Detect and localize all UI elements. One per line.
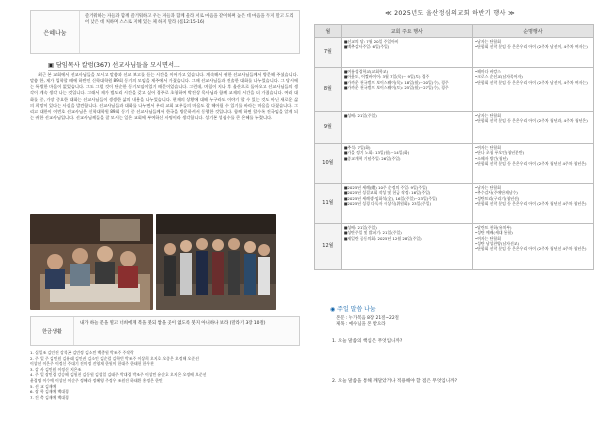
church-events-cell <box>341 38 472 68</box>
month-cell: 7월 <box>315 38 342 68</box>
column-article <box>30 72 298 121</box>
offering-line: 4. 주 일 장민경 강승해 김원천 김동원 김성일 김태주 박대경 박조주 이상민 유순호 오지은 오정배 오준선 <box>30 372 207 378</box>
church-events-cell <box>341 224 472 270</box>
church-event: ■가까운 천국캠프 보이스웨이(토): 25일(월)~27일(수), 경주 <box>343 84 449 90</box>
south-event: •남자는 단합회 <box>474 39 501 44</box>
south-events-cell <box>472 224 593 270</box>
church-event: ■2025년 세례(總) 10주 순정의 주일: 9일(주일) <box>343 185 428 190</box>
south-event: •크로스 순선교(남자목어자) <box>474 74 523 80</box>
south-events-cell <box>472 144 593 184</box>
grace-label: 은혜나눔 <box>31 11 80 53</box>
church-event: ■선교의 달: 7월 20일 주일아비 <box>343 39 399 44</box>
column-title: ▣ 담임목사 칼럼(367) 선교사님들을 모시면서... <box>48 60 268 71</box>
south-event: •여자는 단합회 <box>474 145 501 150</box>
month-cell: 10월 <box>315 144 342 184</box>
church-event: ■맥추감사주일: 6일(주일) <box>343 44 390 50</box>
schedule-row <box>315 112 594 144</box>
sermon-heading: ◉ 주일 말씀 나눔 <box>330 306 376 313</box>
south-event: •해마다 바캉스 <box>474 69 501 74</box>
offering-list <box>30 350 298 400</box>
month-cell: 9월 <box>315 112 342 144</box>
south-event: •성탄 예배(세대 통합) <box>474 230 513 236</box>
south-event: •소해자 방간(청년) <box>474 155 508 161</box>
sermon-meta <box>336 316 399 329</box>
south-event: •성탄 남성찬양(남자선교) <box>474 240 520 246</box>
header-church: 교회 주요 행사 <box>341 25 472 38</box>
south-event: •단합회 선착 분임 등 은은우리 아이 (2주차 청년선 4주차 청년은) <box>474 200 587 206</box>
article-paragraph: 최근 본 교회에서 선교사님들을 모시고 말씀과 선교 보고를 듣는 시간을 이어가고 있습니다. 계속해서 귀한 선교사님들께서 방문해 주셨습니다. 말씀 한, 제가 입학할 때에 하반인 신학대학원 89회 동기의 모임을 제주에서 가졌습니다. 그때 선교사님들과 진솔한 대화를 나누었습니다. 그 당시에는 특별한 마음이 없었습니다. 그도 그럴 것이 단순한 동기모임이었기 때문이었습니다. 그런데, 며칠이 지나 후 울산으로 돌아오고 선교사님들의 생각이 계속 생각 나는 것입니다. 그래서 제가 범도리 시간을 갖고 싶어 경주로 초청하여 박진상 목사님과 함께 교제의 시간을 더 가졌습니다. 여러 대화를 중, 가장 중요한 대화는 선교사님들이 생생한 삶의 내용을 나누었습니다. 현재의 상황에 대해 누구라도 이야기 할 수 있는 것도 아닌 새로운 삶의 희망이 있다는 사실을 발견합니다. 선교사님들과 대화를 나누면서 우리 교회 교우들의 마음도 잘 헤아릴 수 있기를 바라는 마음을 다졌습니다. 그리고 대한이 이번호 선교사님은 신학대학원 89회 동기 중 선교사님들께서 한국을 방문하셔서 동행한 것입니다. 함께 하면 할수록 진국임을 알게 되는 귀한 선교사님입니다. 선교사님께들을 잘 모시는 일은 교회에 부여하신 사명이라 생각합니다. 성기본 성심수를 큰 은혜를 누렸니다. <box>30 72 298 121</box>
south-event: •단합회 선착 분임 등 은은우리 아이 (2주차 청년선 4주차 청년은) <box>474 246 587 252</box>
south-events-cell <box>472 38 593 68</box>
offering-label: 한금생활 <box>31 317 74 345</box>
schedule-table <box>314 24 594 270</box>
south-event: •단합회 선착 분임 등 은은우리 아이 (2주차 청년과, 4주차 청년은) <box>474 118 588 124</box>
offering-line: 5. 선 교 김재예 <box>30 383 57 389</box>
offering-line: 7. 건 축 김재예 백대경 <box>30 394 69 400</box>
church-events-cell <box>341 184 472 224</box>
offering-line: 6. 장 학 김재예 백대경 <box>30 389 69 395</box>
header-month: 월 <box>315 25 342 38</box>
church-event: ■가을 정기 노회: 13일(월)~14일(화) <box>343 150 410 156</box>
schedule-row <box>315 38 594 68</box>
grace-box <box>30 10 300 54</box>
church-event: ■가까운 천국캠프 보이스웨이(목): 18일(월)~20일(수), 경주 <box>343 79 449 85</box>
photo-group-standing <box>156 214 276 310</box>
sermon-verse: 본문 : 누가복음 8장 21절~22절 <box>336 316 399 321</box>
offering-line: 윤경명 이수예 이상선 이순주 정혜라 정혜영 주정우 조원진 하태환 홍정은 한민 <box>30 377 163 383</box>
offering-line: 2. 주 일 주 김민원 김유래 김인권 김소인 김순렬 김학빈 박조주 이상희 오지호 오종은 오정해 오준선 <box>30 355 199 361</box>
right-page <box>306 6 594 420</box>
offering-line: 1. 십일조 김인진 강석곤 김민정 김소민 백총원 박조주 주작락 <box>30 350 134 355</box>
church-events-cell <box>341 144 472 184</box>
offering-box <box>30 316 300 346</box>
south-event: •단나 초청 푸오인(청년분반) <box>474 150 525 156</box>
church-event: ■성배: 21일(주일) <box>343 225 377 230</box>
church-event: ■2025년 성경 다독자 시상식(위원회): 23일(주일) <box>343 200 431 206</box>
church-event: ■성탄주일 및 밥퍼기: 21일(주일) <box>343 230 402 236</box>
south-events-cell <box>472 184 593 224</box>
south-event: •여자는 단합회 <box>474 235 501 241</box>
south-events-cell <box>472 112 593 144</box>
church-event: ■종교개혁 기념주일: 26일(주일) <box>343 155 401 161</box>
church-event: ■추석: 7일(화) <box>343 145 371 150</box>
schedule-row <box>315 68 594 112</box>
schedule-title: ≪ 2025년도 울산정심의교회 하반기 행사 ≫ <box>385 10 515 17</box>
south-event: •단합회 선착 분임 등 은은우리 아이 (2주차 남선이, 4주차 여자는) <box>474 44 588 50</box>
south-event: •남자는 단합회 <box>474 113 501 118</box>
schedule-row <box>315 224 594 270</box>
question-2: 2. 오늘 말씀을 통해 깨달았거나 적용해야 할 점은 무엇입니까? <box>332 379 458 384</box>
church-event: ■여름성경학교(교회학교) <box>343 69 389 74</box>
church-event: ■제일란 공동의회: 2025년 12월 28일(주일) <box>343 235 422 241</box>
south-event: •추수감사(주에단제남수) <box>474 190 518 196</box>
header-south: 순명행사 <box>472 25 593 38</box>
offering-line: 이상선 이은주 이정신 주대기 진미정 진영재 한원이 한대주 한태헌 한우찬 <box>30 361 154 367</box>
church-event: ■2025년 세례생·임화석(全), 16일(주일)~23일(주일) <box>343 195 438 201</box>
south-event: •단합회 선착 분임 등 은은우리 아이 (2주차 남선이, 4주차 여자는) <box>474 79 588 85</box>
offering-line: 3. 감 사 김민원 이정신 지은조 <box>30 366 82 372</box>
month-cell: 12월 <box>315 224 342 270</box>
month-cell: 8월 <box>315 68 342 112</box>
question-1: 1. 오늘 말씀의 핵심은 무엇입니까? <box>332 339 403 344</box>
grace-text: 즐거워하는 자들과 함께 즐거워하고 우는 자들과 함께 울라 서로 마음을 같이하며 높은 데 마음을 두지 말고 도리어 낮은 데 처하며 스스로 지혜 있는 체 하지 말라 (롬12:15-16) <box>85 14 294 26</box>
church-event: ■2025년 성결교회 작성 및 헌금 작정: 16일(주일) <box>343 190 431 196</box>
church-events-cell <box>341 112 472 144</box>
south-event: •단합회 선착 분임 등 은은우리 아이 (2주차 청년선 4주차 청년은) <box>474 160 587 166</box>
south-events-cell <box>472 68 593 112</box>
south-event: •달란트 천하(유치부) <box>474 225 512 230</box>
offering-verse: 내가 하늘 문을 열고 너희에게 복을 붓되 쌓을 곳이 없도록 붓지 아니하나 보라 (말라기 3장 10절) <box>80 321 266 326</box>
schedule-row <box>315 184 594 224</box>
schedule-row <box>315 144 594 184</box>
left-page <box>8 6 298 420</box>
south-event: •남자는 단합회 <box>474 185 501 190</box>
month-cell: 11월 <box>315 184 342 224</box>
photo-group-dinner <box>30 214 153 310</box>
sermon-topic: 제목 : 예수님을 본 받으라 <box>336 322 386 328</box>
church-events-cell <box>341 68 472 112</box>
church-event: ■아웃도, 어쩔바이어: 3월 7일(목)~ 9일(토) 경주 <box>343 74 430 80</box>
church-event: ■성배: 21일(주일) <box>343 113 377 118</box>
south-event: •성탄트리(구리기(청년선) <box>474 195 520 201</box>
schedule-header-row <box>315 25 594 38</box>
